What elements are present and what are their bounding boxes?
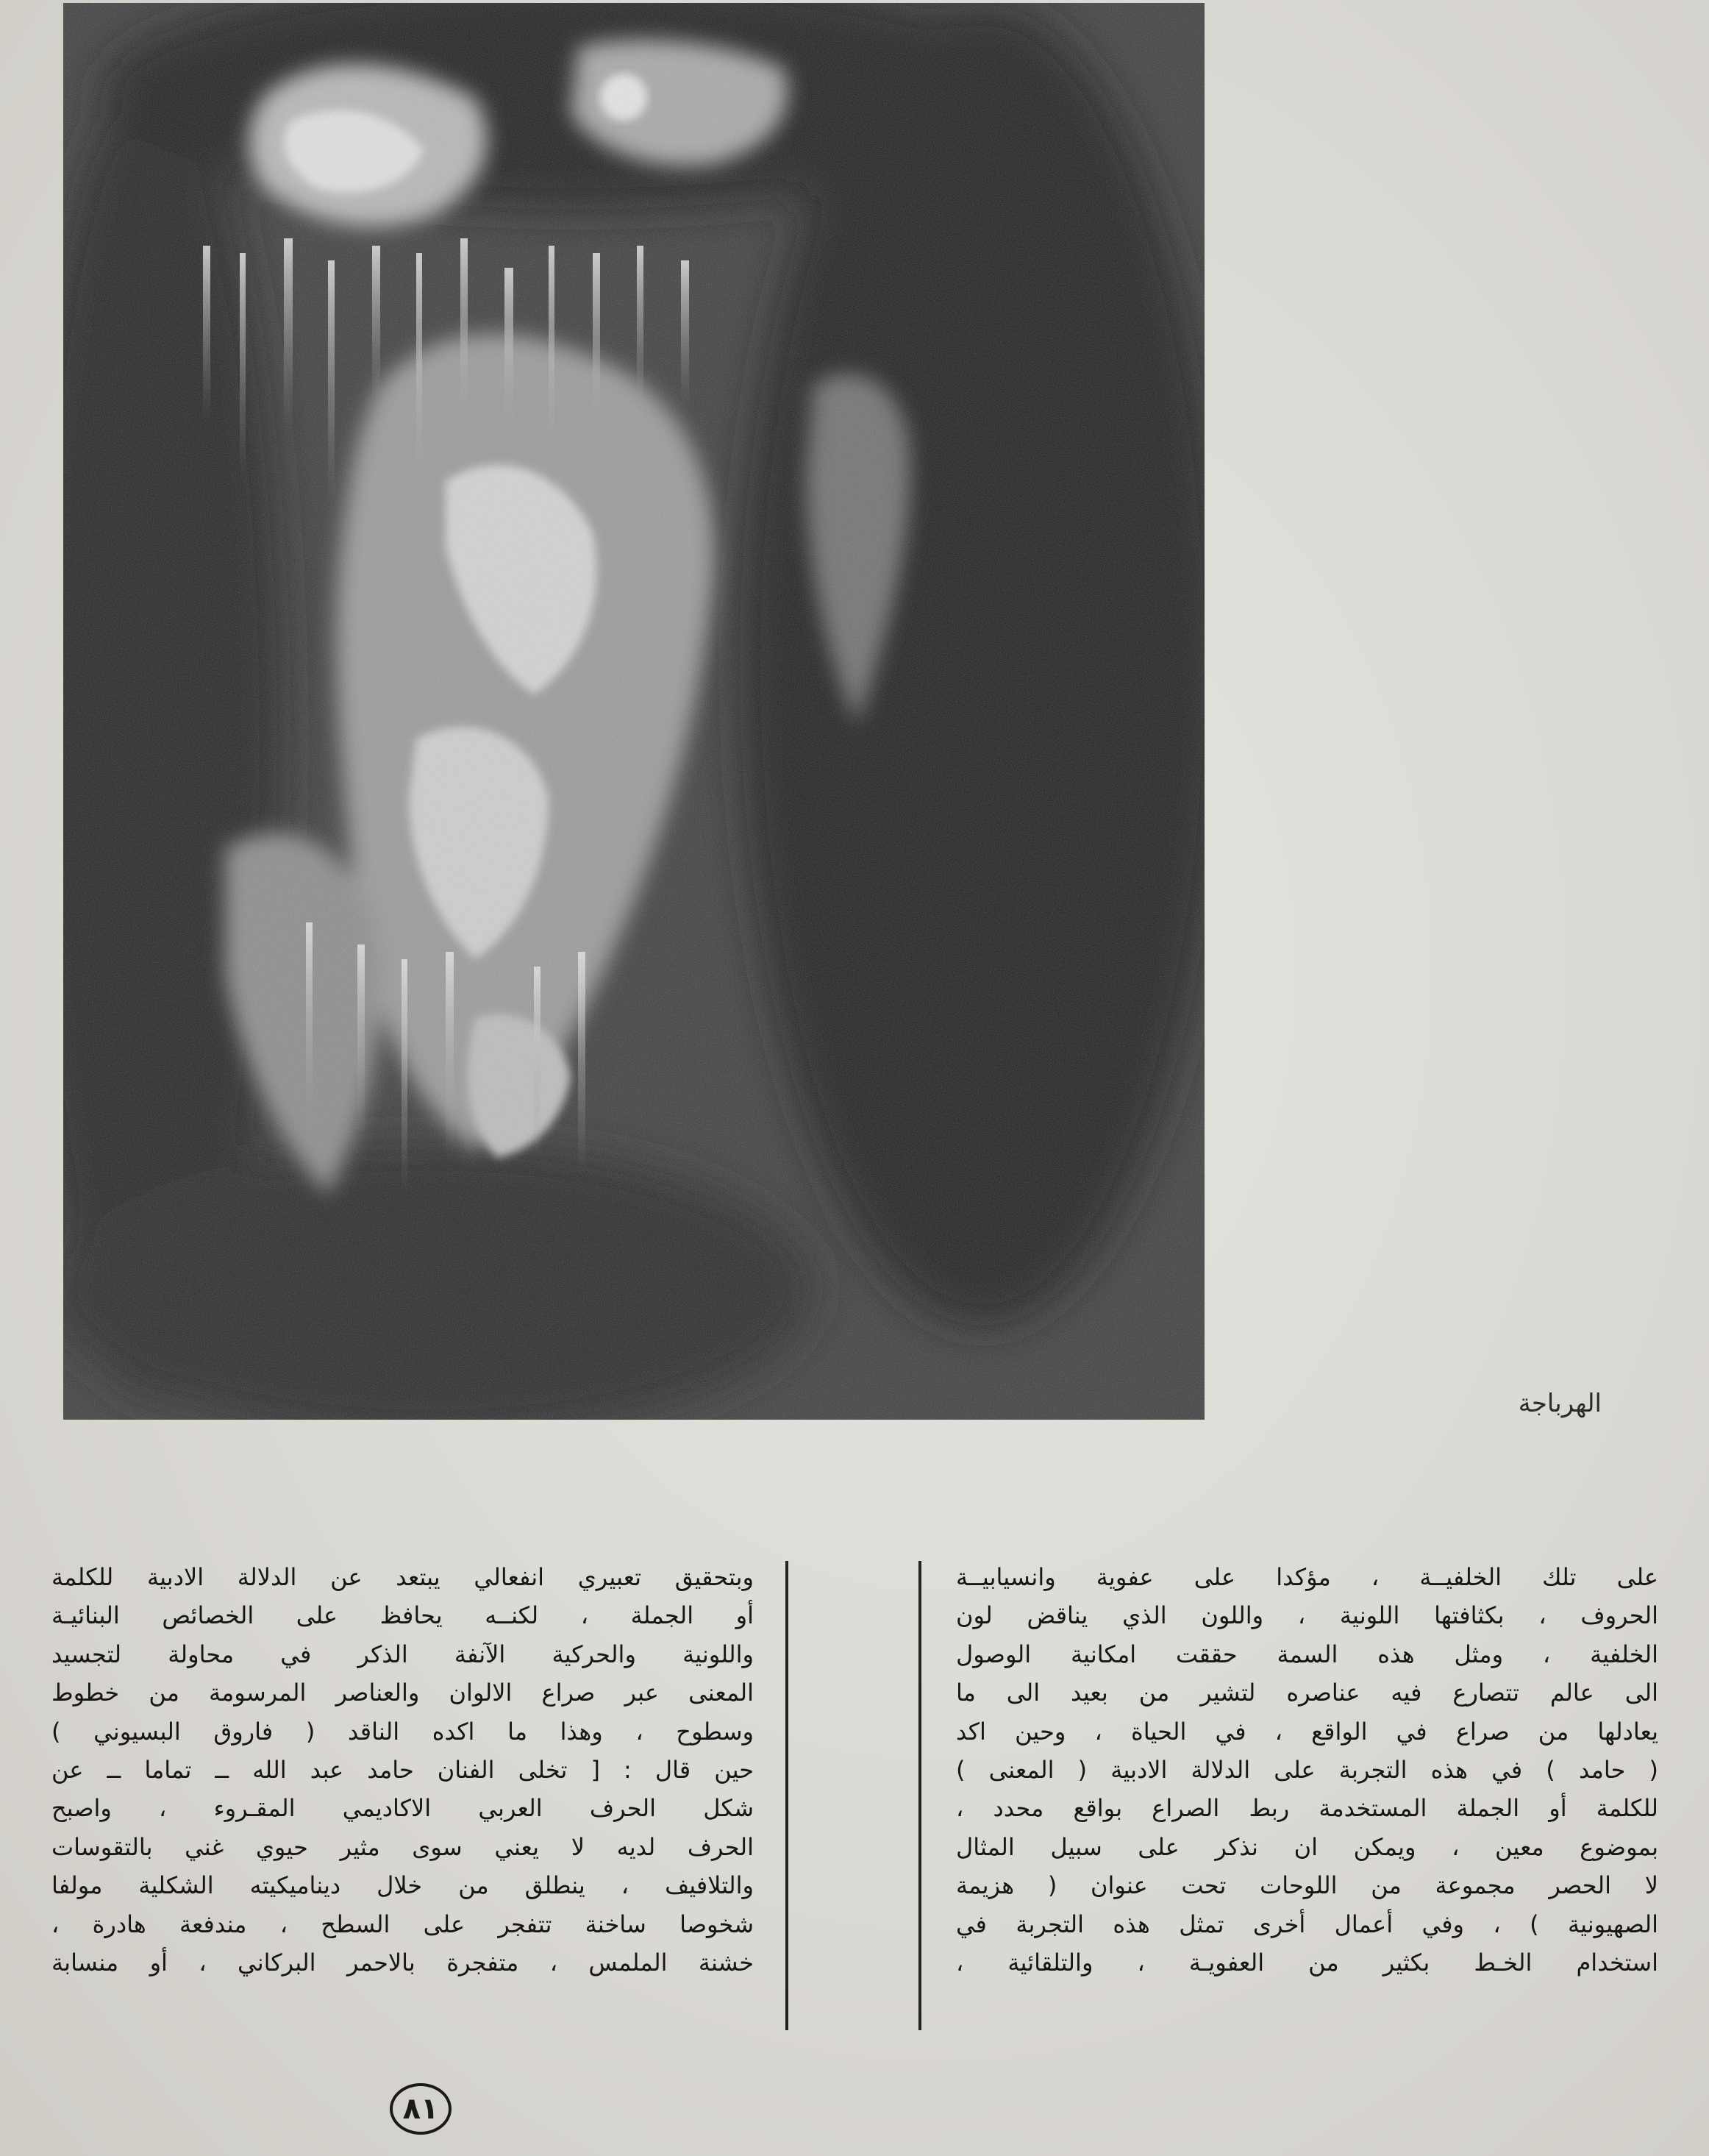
text-line: وبتحقيق تعبيري انفعالي يبتعد عن الدلالة الادبية للكلمة <box>51 1563 754 1591</box>
text-line: المعنى عبر صراع الالوان والعناصر المرسومة من خطوط <box>51 1679 754 1707</box>
text-line: للكلمة أو الجملة المستخدمة ربط الصراع بواقع محدد ، <box>956 1794 1658 1823</box>
artwork-caption: الهرباجة <box>1518 1389 1602 1418</box>
text-line: واللونية والحركية الآنفة الذكر في محاولة لتجسيد <box>51 1640 754 1668</box>
page-number-label: ٨١ <box>402 2092 439 2126</box>
text-line: استخدام الخـط بكثير من العفويـة ، والتلقائية ، <box>956 1948 1658 1977</box>
text-column-right <box>956 1558 1658 2029</box>
text-line: على تلك الخلفيــة ، مؤكدا على عفوية وانسيابيــة <box>956 1563 1658 1591</box>
text-column-left <box>51 1558 754 2029</box>
text-line: بموضوع معين ، ويمكن ان نذكر على سبيل المثال <box>956 1832 1658 1861</box>
text-line: خشنة الملمس ، متفجرة بالاحمر البركاني ، أو منسابة <box>51 1948 754 1977</box>
text-line: يعادلها من صراع في الواقع ، في الحياة ، وحين اكد <box>956 1717 1658 1746</box>
text-line: الى عالم تتصارع فيه عناصره لتشير من بعيد الى ما <box>956 1679 1658 1707</box>
artwork-photograph <box>63 3 1205 1420</box>
text-line: وسطوح ، وهذا ما اكده الناقد ( فاروق البسيوني ) <box>51 1717 754 1746</box>
text-line: حين قال : [ تخلى الفنان حامد عبد الله ــ تماما ــ عن <box>51 1755 754 1784</box>
text-line: الصهيونية ) ، وفي أعمال أخرى تمثل هذه التجربة في <box>956 1910 1658 1938</box>
text-line: والتلافيف ، ينطلق من خلال ديناميكيته الشكلية مولفا <box>51 1871 754 1900</box>
text-line: شكل الحرف العربي الاكاديمي المقـروء ، واصبح <box>51 1794 754 1823</box>
text-line: أو الجملة ، لكنــه يحافظ على الخصائص البنائيـة <box>51 1601 754 1630</box>
abstract-painting-image <box>63 3 1205 1420</box>
text-line: الحرف لديه لا يعني سوى مثير حيوي غني بالتقوسات <box>51 1832 754 1861</box>
text-line: شخوصا ساخنة تتفجر على السطح ، مندفعة هادرة ، <box>51 1910 754 1938</box>
text-line: لا الحصر مجموعة من اللوحات تحت عنوان ( هزيمة <box>956 1871 1658 1900</box>
text-line: الحروف ، بكثافتها اللونية ، واللون الذي يناقض لون <box>956 1601 1658 1630</box>
page-number <box>390 2083 452 2135</box>
text-line: ( حامد ) في هذه التجربة على الدلالة الادبية ( المعنى ) <box>956 1755 1658 1784</box>
column-divider-right <box>918 1561 921 2030</box>
text-line: الخلفية ، ومثل هذه السمة حققت امكانية الوصول <box>956 1640 1658 1668</box>
column-divider-left <box>785 1561 788 2030</box>
